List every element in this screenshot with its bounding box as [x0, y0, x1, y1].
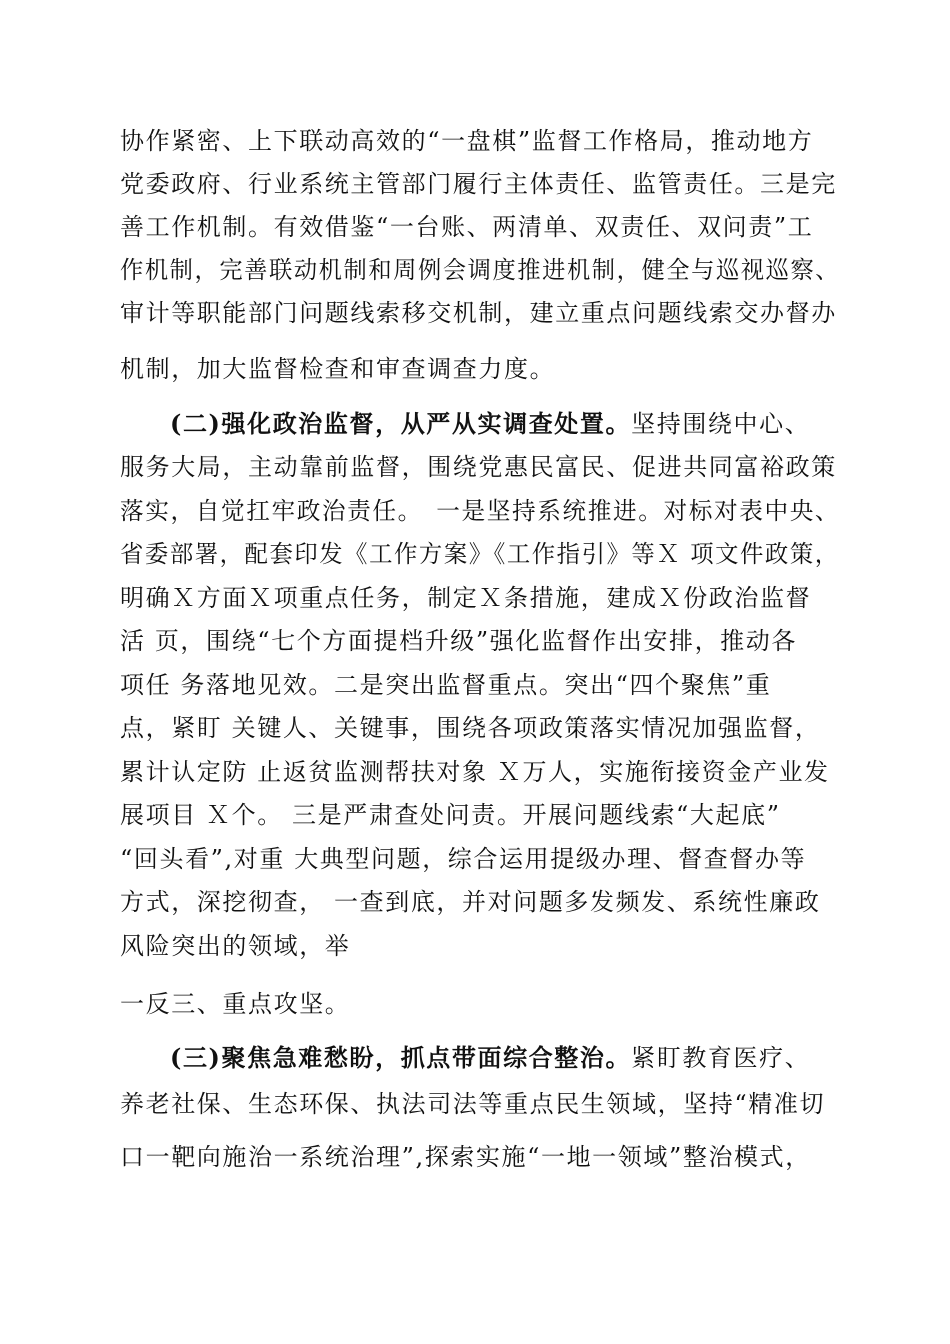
body-text-line: 善工作机制。有效借鉴“一台账、两清单、双责任、双问责”工: [120, 213, 814, 241]
body-text-line: 省委部署，配套印发《工作方案》《工作指引》等Ｘ 项文件政策，: [120, 540, 840, 568]
body-text-line: 一反三、重点攻坚。: [120, 990, 351, 1018]
body-text-line: 展项目 Ｘ个。 三是严肃查处问责。开展问题线索“大起底”: [120, 801, 781, 829]
body-text-line: 协作紧密、上下联动高效的“一盘棋”监督工作格局，推动地方: [120, 127, 814, 155]
body-text-line: 方式，深挖彻查， 一查到底，并对问题多发频发、系统性廉政: [120, 888, 821, 916]
body-text-line: 养老社保、生态环保、执法司法等重点民生领域，坚持“精准切: [120, 1090, 826, 1118]
paragraph-3-lead: 紧盯教育医疗、: [631, 1044, 811, 1072]
body-text-line: 作机制，完善联动机制和周例会调度推进机制，健全与巡视巡察、: [120, 256, 841, 284]
body-text-line: 审计等职能部门问题线索移交机制，建立重点问题线索交办督办: [120, 299, 837, 327]
body-text-line: 明确Ｘ方面Ｘ项重点任务，制定Ｘ条措施，建成Ｘ份政治监督: [120, 584, 812, 612]
paragraph-3-first-line: [170, 1043, 810, 1073]
body-text-line: “回头看”,对重 大典型问题，综合运用提级办理、督查督办等: [120, 845, 807, 873]
body-text-line: 口一靶向施治一系统治理”,探索实施“一地一领域”整治模式，: [120, 1143, 811, 1171]
body-text-line: 落实，自觉扛牢政治责任。 一是坚持系统推进。对标对表中央、: [120, 497, 841, 525]
body-text-line: 累计认定防 止返贫监测帮扶对象 Ｘ万人，实施衔接资金产业发: [120, 758, 830, 786]
paragraph-2-first-line: [170, 409, 810, 439]
body-text-line: 服务大局，主动靠前监督，围绕党惠民富民、促进共同富裕政策: [120, 453, 837, 481]
paragraph-2-heading: (二)强化政治监督，从严从实调查处置。: [170, 409, 632, 438]
body-text-line: 风险突出的领域，举: [120, 932, 351, 960]
body-text-line: 活 页，围绕“七个方面提档升级”强化监督作出安排，推动各: [120, 627, 797, 655]
paragraph-3-heading: (三)聚焦急难愁盼，抓点带面综合整治。: [170, 1043, 632, 1072]
body-text-line: 党委政府、行业系统主管部门履行主体责任、监管责任。三是完: [120, 170, 837, 198]
body-text-line: 机制，加大监督检查和审查调查力度。: [120, 355, 556, 383]
body-text-line: 点，紧盯 关键人、关键事，围绕各项政策落实情况加强监督，: [120, 714, 821, 742]
body-text-line: 项任 务落地见效。二是突出监督重点。突出“四个聚焦”重: [120, 671, 772, 699]
paragraph-2-lead: 坚持围绕中心、: [631, 410, 811, 438]
